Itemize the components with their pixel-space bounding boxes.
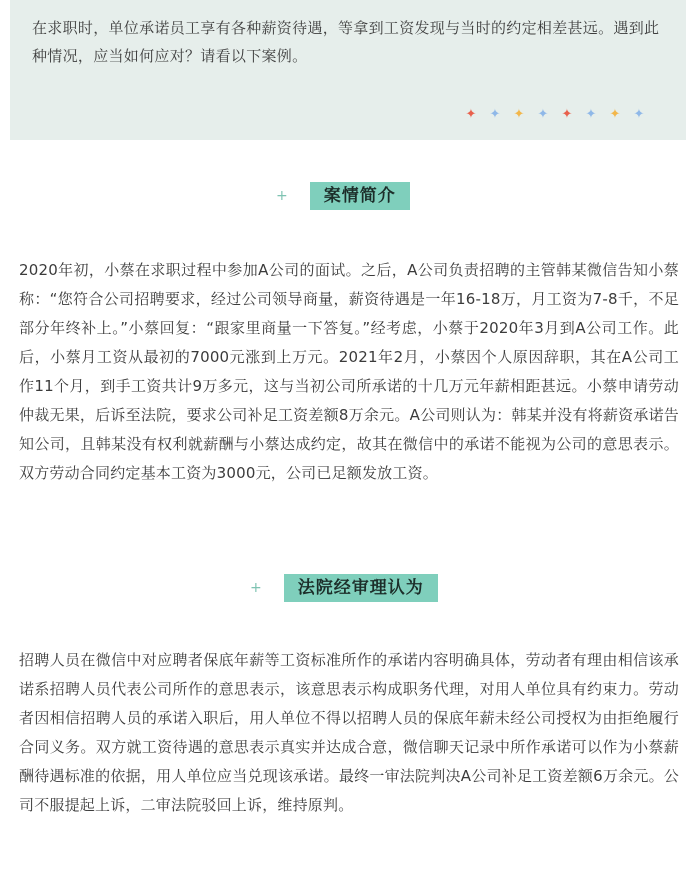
- sparkle-icon: ✦: [489, 107, 501, 122]
- section-heading-case-intro: [276, 182, 410, 210]
- sparkle-decoration: [464, 108, 646, 122]
- sparkle-icon: ✦: [537, 107, 549, 122]
- case-intro-paragraph: 2020年初，小蔡在求职过程中参加A公司的面试。之后，A公司负责招聘的主管韩某微信告知小蔡称：“您符合公司招聘要求，经过公司领导商量，薪资待遇是一年16-18万，月工资为7-8千，不足部分年终补上。”小蔡回复：“跟家里商量一下答复。”经考虑，小蔡于2020年3月到A公司工作。此后，小蔡月工资从最初的7000元涨到上万元。2021年2月，小蔡因个人原因辞职，其在A公司工作11个月，到手工资共计9万多元，这与当初公司所承诺的十几万元年薪相距甚远。小蔡申请劳动仲裁无果，后诉至法院，要求公司补足工资差额8万余元。A公司则认为：韩某并没有将薪资承诺告知公司，且韩某没有权利就薪酬与小蔡达成约定，故其在微信中的承诺不能视为公司的意思表示。双方劳动合同约定基本工资为3000元，公司已足额发放工资。: [19, 261, 679, 482]
- plus-icon: +: [276, 188, 288, 204]
- intro-text: 在求职时，单位承诺员工享有各种薪资待遇，等拿到工资发现与当时的约定相差甚远。遇到此种情况，应当如何应对？请看以下案例。: [32, 19, 660, 65]
- court-opinion-paragraph: 招聘人员在微信中对应聘者保底年薪等工资标准所作的承诺内容明确具体，劳动者有理由相信该承诺系招聘人员代表公司所作的意思表示，该意思表示构成职务代理，对用人单位具有约束力。劳动者因相信招聘人员的承诺入职后，用人单位不得以招聘人员的保底年薪未经公司授权为由拒绝履行合同义务。双方就工资待遇的意思表示真实并达成合意，微信聊天记录中所作承诺可以作为小蔡薪酬待遇标准的依据，用人单位应当兑现该承诺。最终一审法院判决A公司补足工资差额6万余元。公司不服提起上诉，二审法院驳回上诉，维持原判。: [19, 651, 679, 814]
- plus-icon: +: [250, 580, 262, 596]
- section-title: 案情简介: [310, 182, 410, 210]
- sparkle-icon: ✦: [633, 107, 645, 122]
- sparkle-icon: ✦: [561, 107, 573, 122]
- sparkle-icon: ✦: [513, 107, 525, 122]
- sparkle-icon: ✦: [609, 107, 621, 122]
- sparkle-icon: ✦: [585, 107, 597, 122]
- section-title: 法院经审理认为: [284, 574, 438, 602]
- sparkle-icon: ✦: [465, 107, 477, 122]
- intro-box: [10, 0, 686, 140]
- section-heading-court-opinion: [250, 574, 438, 602]
